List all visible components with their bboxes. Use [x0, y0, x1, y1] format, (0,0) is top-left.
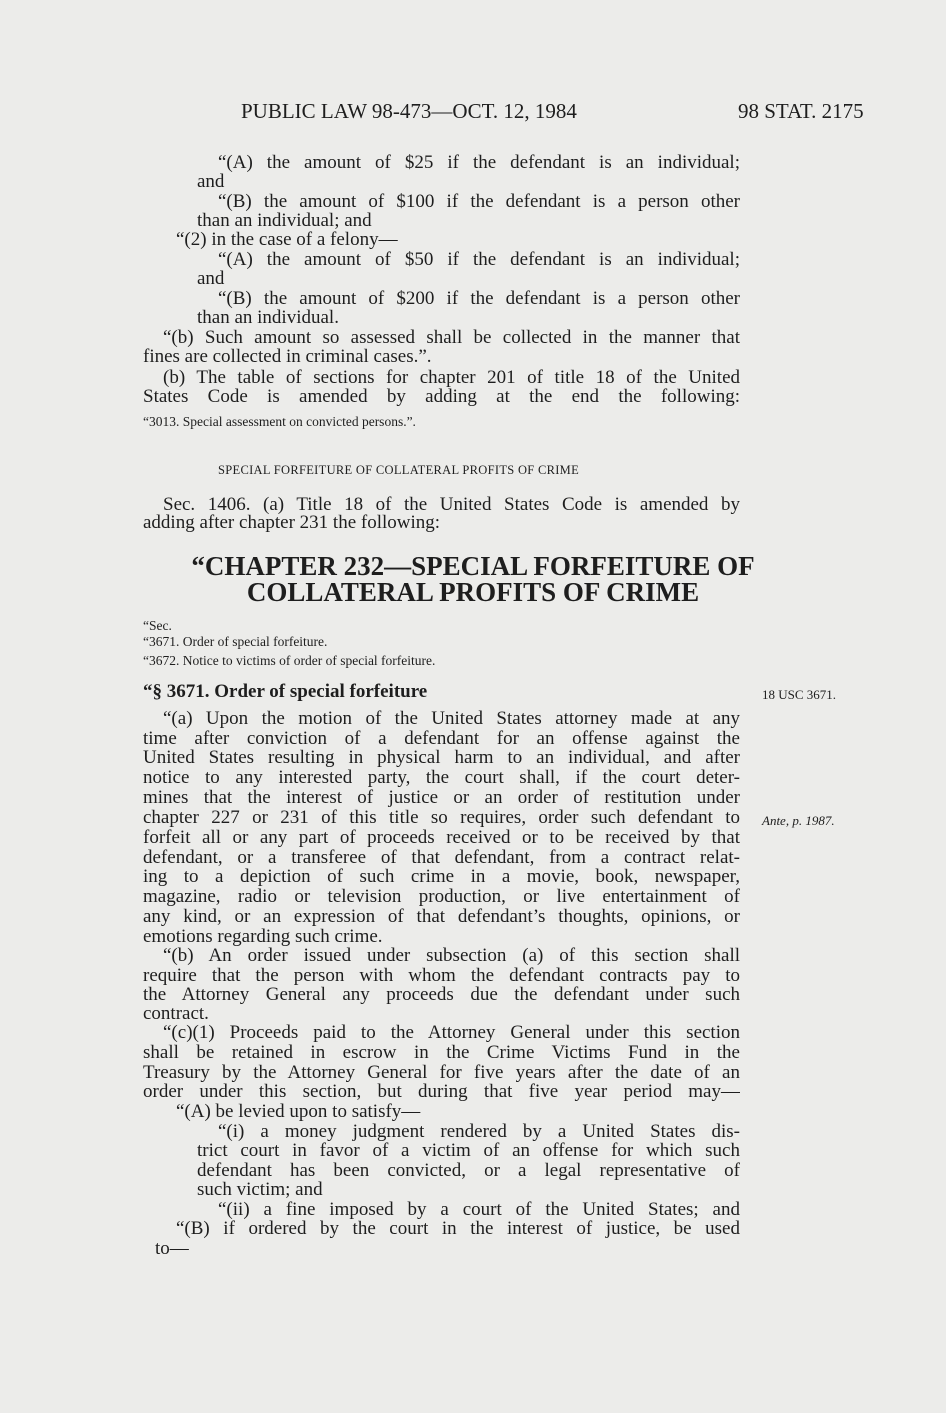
text-line: “(B) if ordered by the court in the interest of justice, be used	[176, 1219, 740, 1239]
text-line: Sec. 1406. (a) Title 18 of the United States Code is amended by	[163, 495, 740, 515]
text-line: United States resulting in physical harm to an individual, and after	[143, 748, 740, 768]
text-line: adding after chapter 231 the following:	[143, 512, 441, 533]
text-line: “(A) the amount of $25 if the defendant is an individual;	[218, 153, 740, 173]
text-line: “(a) Upon the motion of the United States attorney made at any	[163, 709, 740, 729]
text-line: contract.	[143, 1003, 209, 1024]
header-title: PUBLIC LAW 98-473—OCT. 12, 1984	[241, 99, 577, 123]
text-line: ing to a depiction of such crime in a movie, book, newspaper,	[143, 867, 740, 887]
text-line: “(2) in the case of a felony—	[176, 229, 398, 250]
text-line: the Attorney General any proceeds due the defendant under such	[143, 985, 740, 1005]
text-line: “(ii) a fine imposed by a court of the United States; and	[218, 1200, 740, 1220]
chapter-heading: COLLATERAL PROFITS OF CRIME	[246, 577, 700, 607]
text-line: chapter 227 or 231 of this title so requires, order such defendant to	[143, 808, 740, 828]
text-line: Treasury by the Attorney General for five years after the date of an	[143, 1063, 740, 1083]
margin-note-usc: 18 USC 3671.	[762, 687, 837, 702]
text-line: than an individual; and	[197, 210, 372, 231]
text-line: trict court in favor of a victim of an offense for which such	[197, 1141, 740, 1161]
text-line: “(b) Such amount so assessed shall be collected in the manner that	[163, 328, 740, 348]
section-heading: SPECIAL FORFEITURE OF COLLATERAL PROFITS OF CRIME	[218, 463, 580, 477]
text-line: “3672. Notice to victims of order of special forfeiture.	[143, 653, 436, 668]
text-line: any kind, or an expression of that defendant’s thoughts, opinions, or	[143, 907, 740, 927]
text-line: “(A) be levied upon to satisfy—	[176, 1101, 421, 1122]
text-line: “3671. Order of special forfeiture.	[143, 634, 328, 649]
text-line: forfeit all or any part of proceeds received or to be received by that	[143, 828, 740, 848]
text-line: and	[197, 171, 225, 192]
text-line: than an individual.	[197, 307, 339, 328]
text-line: time after conviction of a defendant for an offense against the	[143, 729, 740, 749]
text-line: magazine, radio or television production, or live entertainment of	[143, 887, 740, 907]
chapter-heading: “CHAPTER 232—SPECIAL FORFEITURE OF	[191, 551, 755, 581]
text-line: shall be retained in escrow in the Crime Victims Fund in the	[143, 1043, 740, 1063]
text-line: “3013. Special assessment on convicted persons.”.	[143, 414, 416, 429]
text-line: “(B) the amount of $100 if the defendant is a person other	[218, 192, 740, 212]
text-line: notice to any interested party, the court shall, if the court deter-	[143, 768, 740, 788]
text-line: and	[197, 268, 225, 289]
header-stat-page: 98 STAT. 2175	[738, 99, 864, 123]
text-line: “(c)(1) Proceeds paid to the Attorney General under this section	[163, 1023, 740, 1043]
margin-note-ante: Ante, p. 1987.	[762, 813, 835, 828]
text-line: “§ 3671. Order of special forfeiture	[143, 681, 428, 702]
text-line: “(b) An order issued under subsection (a) of this section shall	[163, 946, 740, 966]
text-line: require that the person with whom the defendant contracts pay to	[143, 966, 740, 986]
text-line: States Code is amended by adding at the end the following:	[143, 387, 740, 407]
text-line: emotions regarding such crime.	[143, 926, 383, 947]
text-line: to—	[155, 1238, 189, 1259]
text-line: “(A) the amount of $50 if the defendant is an individual;	[218, 250, 740, 270]
text-line: order under this section, but during that five year period may—	[143, 1082, 740, 1102]
text-line: mines that the interest of justice or an order of restitution under	[143, 788, 740, 808]
text-line: (b) The table of sections for chapter 201 of title 18 of the United	[163, 368, 740, 388]
text-line: such victim; and	[197, 1179, 323, 1200]
text-line: “(i) a money judgment rendered by a United States dis-	[218, 1122, 740, 1142]
text-line: “Sec.	[143, 618, 172, 633]
text-line: “(B) the amount of $200 if the defendant is a person other	[218, 289, 740, 309]
text-line: fines are collected in criminal cases.”.	[143, 346, 432, 367]
text-line: defendant has been convicted, or a legal representative of	[197, 1161, 740, 1181]
text-line: defendant, or a transferee of that defendant, from a contract relat-	[143, 848, 740, 868]
